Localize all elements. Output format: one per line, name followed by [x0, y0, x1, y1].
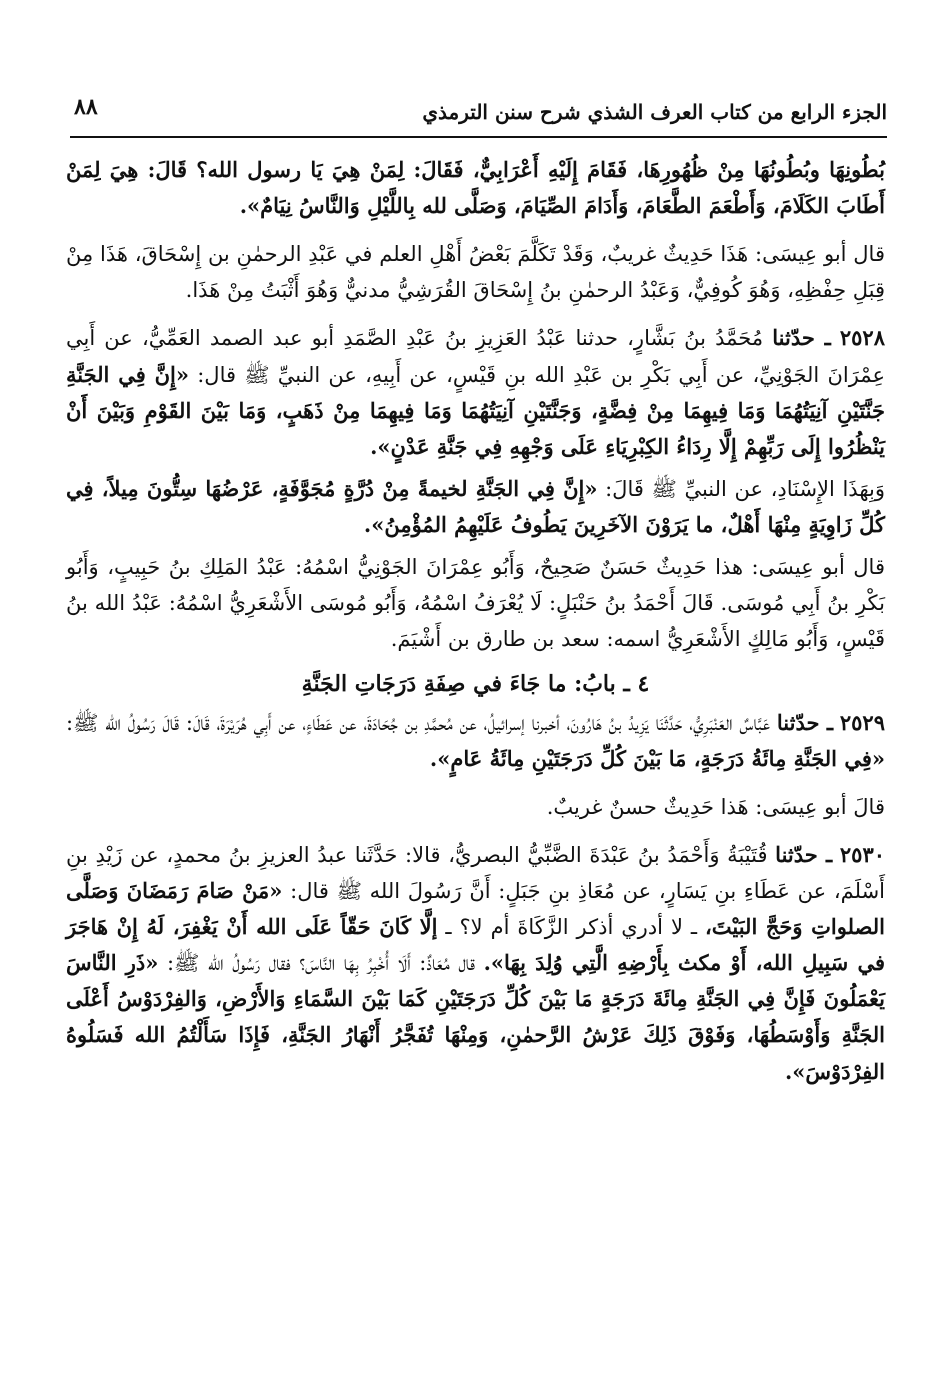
tirmidhi-comment-text: قال أبو عِيسَى: هذا حَدِيثٌ حَسَنٌ صَحِيحٌ، وَأَبُو عِمْرَانَ الجَوْنِيُّ اسْمُهُ: عَبْدُ المَلِكِ بنُ حَبِيبٍ، وَأَبُو بَكْرِ بنُ أَبِي مُوسَى. قَالَ أَحْمَدُ بنُ حَنْبَلٍ: لَا يُعْرَفُ اسْمُهُ، وَأَبُو مُوسَى الأَشْعَرِيُّ اسْمُهُ: عَبْدُ الله بنُ قَيْسٍ، وَأَبُو مَالِكٍ الأَشْعَرِيُّ اسمه: سعد بن طارق بن أَشْيَمَ.: [66, 555, 885, 652]
page-header: [70, 92, 887, 138]
haddathana-word: ـ حدّثنا: [772, 325, 831, 351]
hadith-2529: [66, 705, 885, 777]
chapter-heading: ٤ ـ بابُ: ما جَاءَ في صِفَةِ دَرَجَاتِ الجَنَّةِ: [301, 671, 650, 698]
hadith-same-isnad: [66, 471, 885, 543]
page-number: ٨٨: [74, 94, 98, 120]
hadith-matn: «إِنَّ فِي الجَنَّةِ جَنَّتَيْنِ آنِيَتُهُمَا وَمَا فِيهِمَا مِنْ فِضَّةٍ، وَجَنَّتَيْنِ آنِيَتُهُمَا وَمَا فِيهِمَا مِنْ ذَهَبٍ، وَمَا بَيْنَ القَوْمِ وَبَيْنَ أَنْ يَنْظُرُوا إِلَى رَبِّهِمْ إِلَّا رِدَاءُ الكِبْرِيَاءِ عَلَى وَجْهِهِ فِي جَنَّةِ عَدْنٍ».: [66, 361, 885, 459]
narrator-aside: ـ لا أدري أذكر الزَّكَاةَ أم لا؟ ـ: [445, 915, 698, 940]
tirmidhi-comment-text: قال أبو عِيسَى: هَذَا حَدِيثٌ غريبٌ، وَقَدْ تَكَلَّمَ بَعْضُ أَهْلِ العلم في عَبْدِ الرحمٰنِ بن إِسْحَاقَ، هَذَا مِنْ قِبَلِ حِفْظِهِ، وَهُوَ كُوفِيٌّ، وَعَبْدُ الرحمٰنِ بنُ إِسْحَاقَ القُرَشِيُّ مدنيٌّ وَهُوَ أَثْبَتُ مِنْ هَذَا.: [66, 242, 885, 303]
hadith-matn: «إِنَّ فِي الجَنَّةِ لخيمةً مِنْ دُرَّةٍ مُجَوَّفَةٍ، عَرْضُهَا سِتُّونَ مِيلاً، فِي كُلِّ زَاوِيَةٍ مِنْهَا أَهْلٌ، ما يَرَوْنَ الآخَرِينَ يَطُوفُ عَلَيْهِمُ المُؤْمِنُ».: [66, 475, 885, 537]
page-body: [66, 152, 885, 1090]
hadith-isnad: مُحَمَّدُ بنُ بَشَّارٍ، حدثنا عَبْدُ العَزِيزِ بنُ عَبْدِ الصَّمَدِ أبو عبد الصمد العَمِّيُّ، عن أَبِي عِمْرَانَ الجَوْنِيِّ، عن أَبِي بَكْرِ بن عَبْدِ الله بنِ قَيْسٍ، عن أَبِيهِ، عن النبيِّ ﷺ قال:: [66, 326, 885, 387]
hadith-number: ٢٥٢٨: [839, 325, 885, 351]
hadith-isnad: عَبَّاسٌ العَنْبَرِيُّ، حَدَّثَنَا يَزِيدُ بنُ هَارُونَ، أخبرنا إسرائيلُ، عن مُحمَّدِ بن جُحَادَةَ، عن عَطَاءٍ، عن أَبِي هُرَيْرَةَ، قَالَ: قَالَ رَسُولُ الله ﷺ:: [66, 710, 771, 735]
tirmidhi-comment-text: قالَ أبو عِيسَى: هَذا حَدِيثٌ حسنٌ غريبٌ.: [546, 794, 885, 819]
hadith-matn: «فِي الجَنَّةِ مِائَةُ دَرَجَةٍ، مَا بَيْنَ كُلِّ دَرَجَتَيْنِ مِائَةُ عَامٍ».: [429, 745, 885, 771]
hadith-isnad: قُتَيْبَةُ وَأَحْمَدُ بنُ عَبْدَةَ الضَّبِّيُّ البصريُّ، قالا: حَدَّثَنا عبدُ العزيزِ بنُ محمدٍ، عن زَيْدِ بنِ أَسْلَمَ، عن عَطَاءِ بنِ يَسَارٍ، عن مُعَاذِ بنِ جَبَلٍ: أَنَّ رَسُولَ الله ﷺ قال:: [66, 842, 885, 904]
running-title: الجزء الرابع من كتاب العرف الشذي شرح سنن الترمذي: [422, 100, 887, 124]
haddathana-word: ـ حدّثنا: [775, 841, 833, 867]
hadith-continuation: [66, 152, 885, 224]
hadith-matn-part-1: «مَنْ صَامَ رَمَضَانَ وَصَلَّى الصلواتِ وَحَجَّ البَيْتَ،: [66, 878, 885, 940]
haddathana-word: ـ حدّثنا: [776, 709, 834, 735]
hadith-matn-part-3: «ذَرِ النَّاسَ يَعْمَلُونَ فَإِنَّ فِي الجَنَّةِ مِائَةَ دَرَجَةٍ مَا بَيْنَ كُلِّ دَرَجَتَيْنِ كَمَا بَيْنَ السَّمَاءِ وَالأَرْضِ، وَالفِرْدَوْسُ أَعْلَى الجَنَّةِ وَأَوْسَطُهَا، وَفَوْقَ ذَلِكَ عَرْشُ الرَّحمٰنِ، وَمِنْهَا تُفَجَّرُ أَنْهَارُ الجَنَّةِ، فَإِذَا سَأَلْتُمُ الله فَسَلُوهُ الفِرْدَوْسَ».: [66, 950, 885, 1084]
tirmidhi-comment: [66, 789, 885, 825]
muadh-question: قال مُعَاذٌ: أَلَا أُخْبِرُ بِهَا النَّاسَ؟ فقال رَسُولُ الله ﷺ:: [166, 951, 476, 976]
hadith-number: ٢٥٣٠: [839, 841, 886, 867]
hadith-2530: [66, 837, 885, 1090]
same-isnad-intro: وَبِهَذَا الإِسْنَادِ، عن النبيِّ ﷺ قَالَ:: [605, 476, 885, 501]
tirmidhi-comment: [66, 549, 885, 657]
hadith-2528: [66, 320, 885, 464]
hadith-number: ٢٥٢٩: [839, 709, 885, 735]
hadith-matn-part-2: إلَّا كَانَ حَقّاً عَلَى الله أَنْ يَغْفِرَ، لَهُ إِنْ هَاجَرَ في سَبِيلِ الله، أَوْ مكث بِأَرْضِهِ الَّتِي وُلِدَ بِهَا».: [66, 914, 885, 976]
tirmidhi-comment: [66, 236, 885, 308]
hadith-continuation-text: بُطُونِهَا وبُطُونُهَا مِنْ ظُهُورِهَا، فَقَامَ إِلَيْهِ أَعْرَابِيٌّ، فَقَالَ: لِمَنْ هِيَ يَا رسول الله؟ قَالَ: هِيَ لِمَنْ أَطَابَ الكَلَامَ، وَأَطْعَمَ الطَّعَامَ، وَأَدَامَ الصِّيَامَ، وَصَلَّى لله بِاللَّيْلِ وَالنَّاسُ نِيَامٌ».: [66, 157, 885, 219]
